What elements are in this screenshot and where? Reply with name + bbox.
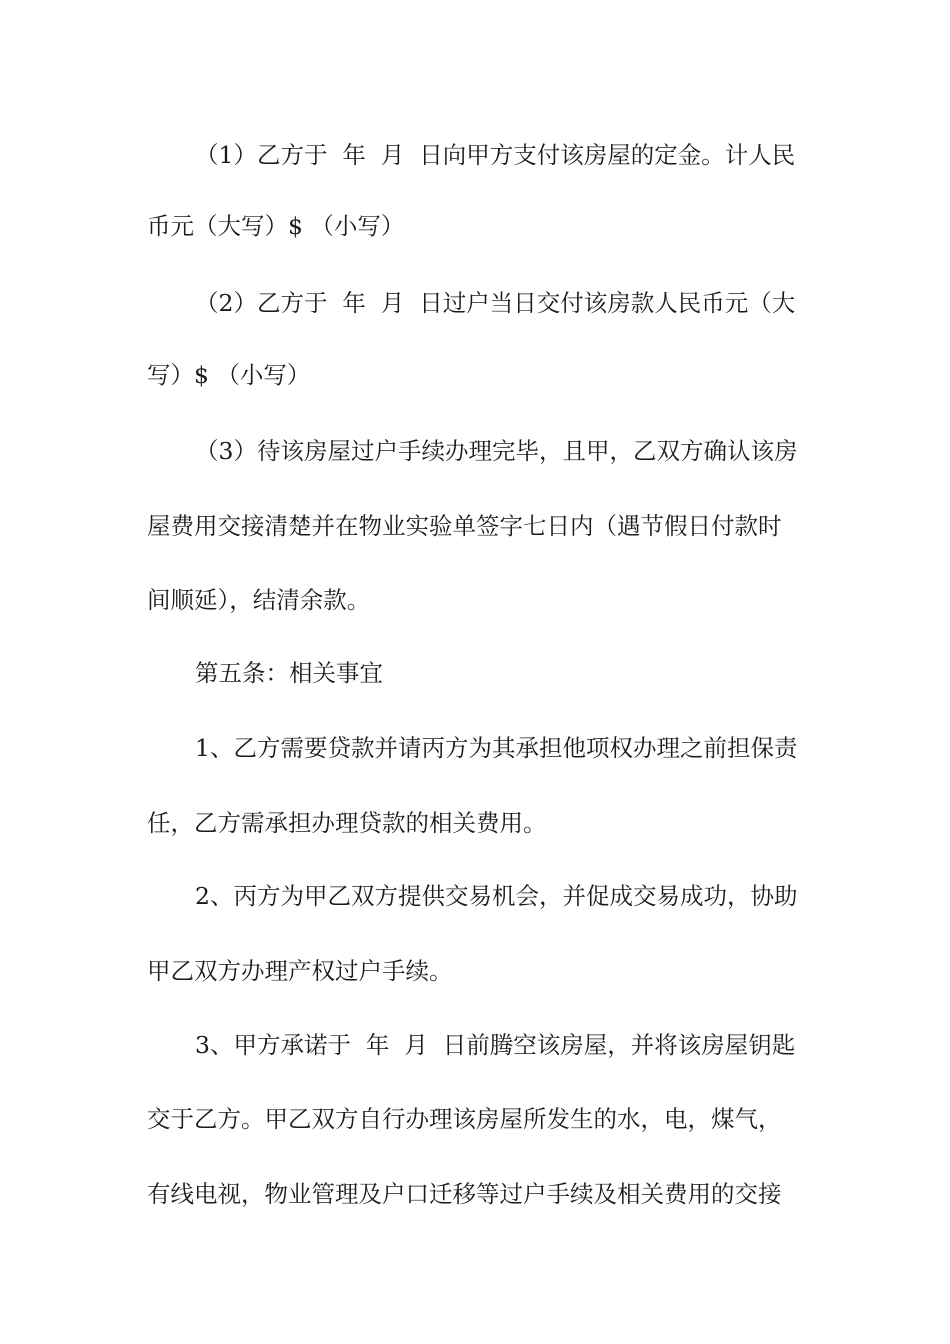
section-heading: 第五条：相关事宜 [195, 659, 383, 687]
item-1-line-1: 1、乙方需要贷款并请丙方为其承担他项权办理之前担保责 [195, 734, 798, 762]
paragraph-1-line-2: 币元（大写）$ （小写） [147, 212, 405, 240]
item-3-line-3: 有线电视，物业管理及户口迁移等过户手续及相关费用的交接 [147, 1180, 782, 1208]
paragraph-2-line-2: 写）$ （小写） [147, 361, 311, 389]
item-3-line-1: 3、甲方承诺于 年 月 日前腾空该房屋，并将该房屋钥匙 [195, 1031, 796, 1059]
paragraph-2-line-1: （2）乙方于 年 月 日过户当日交付该房款人民币元（大 [195, 289, 796, 317]
item-2-line-1: 2、丙方为甲乙双方提供交易机会，并促成交易成功，协助 [195, 882, 798, 910]
item-1-line-2: 任，乙方需承担办理贷款的相关费用。 [147, 809, 547, 837]
item-2-line-2: 甲乙双方办理产权过户手续。 [147, 957, 453, 985]
paragraph-3-line-1: （3）待该房屋过户手续办理完毕，且甲，乙双方确认该房 [195, 437, 798, 465]
paragraph-3-line-2: 屋费用交接清楚并在物业实验单签字七日内（遇节假日付款时 [147, 512, 782, 540]
paragraph-3-line-3: 间顺延），结清余款。 [147, 586, 371, 614]
paragraph-1-line-1: （1）乙方于 年 月 日向甲方支付该房屋的定金。计人民 [195, 141, 796, 169]
item-3-line-2: 交于乙方。甲乙双方自行办理该房屋所发生的水，电，煤气， [147, 1105, 782, 1133]
